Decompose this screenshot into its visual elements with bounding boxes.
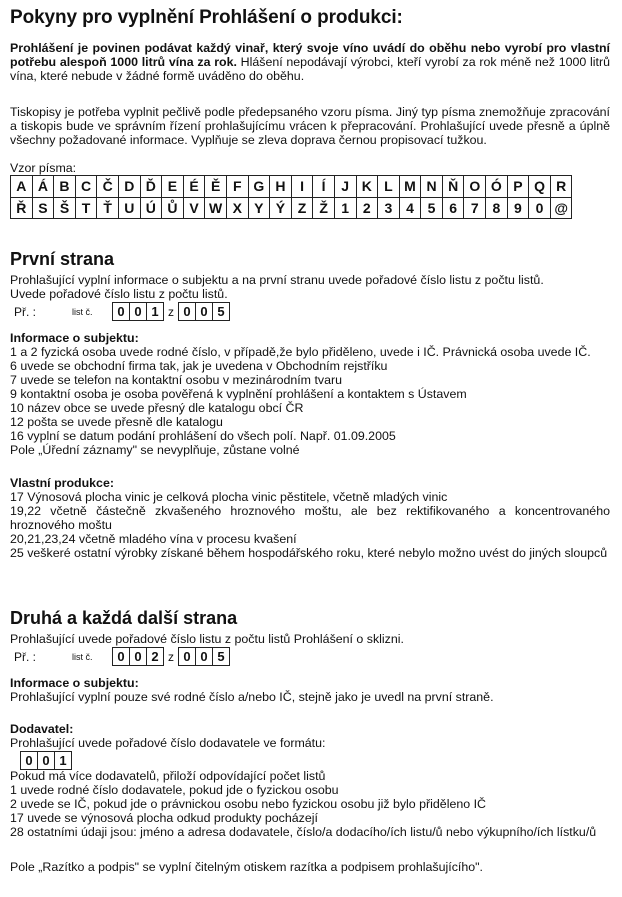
font-sample-cell: 7 xyxy=(464,197,486,219)
sheet-number-boxes xyxy=(112,647,164,666)
own-production-heading: Vlastní produkce: xyxy=(10,476,114,490)
text-line: Prohlašující vyplní pouze své rodné číslo a/nebo IČ, stejně jako je uvedl na první straně. xyxy=(10,690,494,704)
font-sample-cell: Ž xyxy=(313,197,335,219)
font-sample-cell: @ xyxy=(550,197,572,219)
font-sample-cell: 9 xyxy=(507,197,529,219)
font-sample-cell: V xyxy=(183,197,205,219)
font-sample-cell: 0 xyxy=(529,197,551,219)
font-sample-cell: F xyxy=(226,176,248,198)
font-sample-cell: L xyxy=(378,176,400,198)
font-sample-cell: Ó xyxy=(486,176,508,198)
of-label: z xyxy=(168,649,174,664)
text-line: 19,22 včetně částečně zkvašeného hroznového moštu, ale bez rektifikovaného a koncentrovaného hroznového moštu xyxy=(10,504,610,532)
text-line: Pokud má více dodavatelů, přiloží odpovídající počet listů xyxy=(10,769,326,783)
text-line: 6 uvede se obchodní firma tak, jak je uvedena v Obchodním rejstříku xyxy=(10,359,388,373)
text-line: Prohlašující uvede pořadové číslo dodavatele ve formátu: xyxy=(10,736,326,750)
font-sample-cell: X xyxy=(226,197,248,219)
intro-paragraph xyxy=(10,41,610,83)
font-sample-row xyxy=(11,176,572,198)
font-sample-cell: E xyxy=(162,176,184,198)
font-sample-cell: Ť xyxy=(97,197,119,219)
digit-box: 5 xyxy=(212,648,229,665)
supplier-lines xyxy=(10,769,610,839)
font-sample-cell: É xyxy=(183,176,205,198)
digit-box: 0 xyxy=(183,649,191,664)
digit-box: 0 xyxy=(117,304,125,319)
digit-box: 0 xyxy=(129,648,146,665)
font-sample-label: Vzor písma: xyxy=(10,161,77,175)
font-sample-cell: T xyxy=(75,197,97,219)
list-number-label: list č. xyxy=(72,651,93,662)
font-sample-cell: B xyxy=(54,176,76,198)
intro-bold: Prohlášení je povinen podávat každý vinař, který svoje víno uvádí do oběhu nebo vyrobí pro vlastní potřebu alespoň 1000 litrů vína za rok. xyxy=(10,41,610,69)
list-number-label: list č. xyxy=(72,306,93,317)
font-sample-cell: H xyxy=(270,176,292,198)
text-line: 28 ostatními údaji jsou: jméno a adresa dodavatele, číslo/a dodacího/ích listu/ů nebo výkupního/ích lístku/ů xyxy=(10,825,597,839)
font-sample-cell: Š xyxy=(54,197,76,219)
font-sample-cell: Ý xyxy=(270,197,292,219)
next-subject-info-section xyxy=(10,676,610,704)
font-sample-cell: D xyxy=(118,176,140,198)
font-sample-cell: 5 xyxy=(421,197,443,219)
font-sample-cell: 2 xyxy=(356,197,378,219)
subject-info-section xyxy=(10,331,610,457)
font-sample-cell: R xyxy=(550,176,572,198)
font-sample-cell: W xyxy=(205,197,227,219)
font-sample-row xyxy=(11,197,572,219)
total-sheets-boxes xyxy=(178,647,230,666)
stamp-note: Pole „Razítko a podpis" se vyplní čitelným otiskem razítka a podpisem prohlašujícího". xyxy=(10,860,483,874)
digit-box: 5 xyxy=(212,303,229,320)
font-sample-cell: 4 xyxy=(399,197,421,219)
first-page-heading: První strana xyxy=(10,249,115,269)
next-pages-heading: Druhá a každá další strana xyxy=(10,608,238,628)
page-title: Pokyny pro vyplnění Prohlášení o produkci: xyxy=(10,7,403,28)
font-sample-cell: Č xyxy=(97,176,119,198)
text-line: 17 uvede se výnosová plocha odkud produkty pocházejí xyxy=(10,811,318,825)
font-sample-cell: Ř xyxy=(11,197,33,219)
font-sample-cell: P xyxy=(507,176,529,198)
font-sample-cell: 1 xyxy=(334,197,356,219)
text-line: 17 Výnosová plocha vinic je celková plocha vinic pěstitele, včetně mladých vinic xyxy=(10,490,448,504)
font-sample-cell: Y xyxy=(248,197,270,219)
font-sample-cell: Q xyxy=(529,176,551,198)
font-sample-cell: Ď xyxy=(140,176,162,198)
font-sample-cell: 8 xyxy=(486,197,508,219)
example-prefix: Př. : xyxy=(14,649,37,664)
example-prefix: Př. : xyxy=(14,304,37,319)
text-line: 10 název obce se uvede přesný dle katalogu obcí ČR xyxy=(10,401,304,415)
font-sample-cell: Á xyxy=(32,176,54,198)
digit-box: 0 xyxy=(37,752,54,769)
digit-box: 0 xyxy=(117,649,125,664)
font-sample-cell: O xyxy=(464,176,486,198)
text-line: Prohlašující vyplní informace o subjektu a na první stranu uvede pořadové číslo listu z počtu listů. xyxy=(10,273,544,287)
digit-box: 0 xyxy=(129,303,146,320)
font-sample-cell: I xyxy=(291,176,313,198)
text-line: 16 vyplní se datum podání prohlášení do všech polí. Např. 01.09.2005 xyxy=(10,429,396,443)
font-sample-cell: U xyxy=(118,197,140,219)
font-sample-cell: Ě xyxy=(205,176,227,198)
digit-box: 0 xyxy=(183,304,191,319)
digit-box: 0 xyxy=(195,303,212,320)
font-sample-grid xyxy=(10,175,572,219)
font-sample-cell: 3 xyxy=(378,197,400,219)
font-sample-cell: Ú xyxy=(140,197,162,219)
own-production-section xyxy=(10,476,610,560)
text-line: Uvede pořadové číslo listu z počtu listů. xyxy=(10,287,228,301)
digit-box: 2 xyxy=(146,648,163,665)
of-label: z xyxy=(168,304,174,319)
supplier-number-boxes xyxy=(20,751,72,770)
sheet-number-boxes xyxy=(112,302,164,321)
font-sample-cell: M xyxy=(399,176,421,198)
instructions-paragraph: Tiskopisy je potřeba vyplnit pečlivě podle předepsaného vzoru písma. Jiný typ písma znemožňuje zpracování a tiskopis bude ve správním řízení prohlašujícímu vrácen k přepracování. Prohlašující uvede přesně a úplně všechny požadované informace. Vyplňuje se zleva doprava černou propisovací tužkou. xyxy=(10,105,610,147)
font-sample-cell: K xyxy=(356,176,378,198)
digit-box: 1 xyxy=(146,303,163,320)
font-sample-cell: G xyxy=(248,176,270,198)
text-line: 7 uvede se telefon na kontaktní osobu v mezinárodním tvaru xyxy=(10,373,342,387)
font-sample-cell: N xyxy=(421,176,443,198)
font-sample-cell: C xyxy=(75,176,97,198)
font-sample-cell: Ň xyxy=(442,176,464,198)
subject-info-heading: Informace o subjektu: xyxy=(10,676,139,690)
subject-info-heading: Informace o subjektu: xyxy=(10,331,139,345)
digit-box: 0 xyxy=(195,648,212,665)
font-sample-cell: Z xyxy=(291,197,313,219)
text-line: 12 pošta se uvede přesně dle katalogu xyxy=(10,415,223,429)
text-line: 20,21,23,24 včetně mladého vína v procesu kvašení xyxy=(10,532,297,546)
total-sheets-boxes xyxy=(178,302,230,321)
text-line: Pole „Úřední záznamy" se nevyplňuje, zůstane volné xyxy=(10,443,300,457)
text-line: 2 uvede se IČ, pokud jde o právnickou osobu nebo fyzickou osobu již bylo přiděleno IČ xyxy=(10,797,486,811)
intro-normal: Hlášení nepodávají výrobci, kteří vyrobí za rok méně než 1000 litrů vína, které nebude v žádné formě uváděno do oběhu. xyxy=(10,55,610,83)
font-sample-cell: Í xyxy=(313,176,335,198)
digit-box: 0 xyxy=(25,753,33,768)
next-pages-example xyxy=(14,647,230,666)
font-sample-cell: A xyxy=(11,176,33,198)
font-sample-cell: S xyxy=(32,197,54,219)
first-page-example xyxy=(14,302,230,321)
supplier-format-example xyxy=(20,751,72,770)
font-sample-cell: 6 xyxy=(442,197,464,219)
supplier-heading: Dodavatel: xyxy=(10,722,74,736)
text-line: 25 veškeré ostatní výrobky získané během hospodářského roku, které nebylo možno uvést do jiných sloupců xyxy=(10,546,608,560)
font-sample-cell: Ů xyxy=(162,197,184,219)
text-line: 1 a 2 fyzická osoba uvede rodné číslo, v případě,že bylo přiděleno, uvede i IČ. Právnická osoba uvede IČ. xyxy=(10,345,591,359)
text-line: 9 kontaktní osoba je osoba pověřená k vyplnění prohlášení a kontaktem s Ústavem xyxy=(10,387,467,401)
next-pages-text: Prohlašující uvede pořadové číslo listu z počtu listů Prohlášení o sklizni. xyxy=(10,632,404,646)
font-sample-cell: J xyxy=(334,176,356,198)
digit-box: 1 xyxy=(54,752,71,769)
first-page-text xyxy=(10,273,610,301)
supplier-section xyxy=(10,722,610,750)
text-line: 1 uvede rodné číslo dodavatele, pokud jde o fyzickou osobu xyxy=(10,783,339,797)
